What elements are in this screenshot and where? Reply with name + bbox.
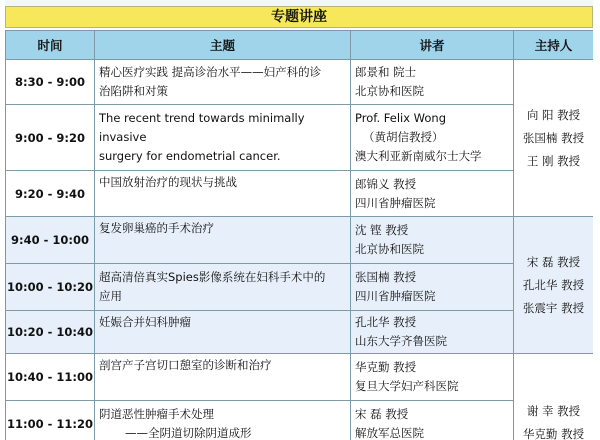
- session-time: 9:00 - 9:20: [6, 105, 95, 171]
- topic-line: 复发卵巢癌的手术治疗: [99, 221, 214, 235]
- speaker-affiliation: 复旦大学妇产科医院: [355, 379, 459, 393]
- topic-line: The recent trend towards minimally invasive: [99, 111, 305, 144]
- schedule-table: [5, 30, 593, 440]
- header-row: [6, 31, 594, 60]
- session-speaker: [351, 105, 514, 171]
- speaker-affiliation: 澳大利亚新南威尔士大学: [355, 149, 482, 163]
- speaker-affiliation: 山东大学齐鲁医院: [355, 334, 447, 348]
- speaker-name: 张国楠 教授: [355, 270, 417, 284]
- session-topic: [95, 401, 351, 440]
- session-speaker: [351, 217, 514, 264]
- session-speaker: [351, 354, 514, 401]
- header-host: 主持人: [514, 31, 594, 60]
- speaker-name: 孔北华 教授: [355, 315, 417, 329]
- session-topic: [95, 264, 351, 311]
- section-title: 专题讲座: [5, 6, 593, 28]
- host-name: 张震宇 教授: [522, 300, 585, 315]
- session-time: 10:00 - 10:20: [6, 264, 95, 311]
- speaker-affiliation: 北京协和医院: [355, 84, 424, 98]
- table-row: [6, 171, 594, 217]
- host-name: 王 刚 教授: [526, 153, 581, 168]
- topic-line: ——全阴道切除阴道成形: [125, 425, 252, 440]
- host-name: 宋 磊 教授: [526, 254, 581, 269]
- session-time: 9:20 - 9:40: [6, 171, 95, 217]
- table-row: [6, 354, 594, 401]
- session-topic: [95, 354, 351, 401]
- host-cell: [514, 354, 594, 440]
- table-row: [6, 264, 594, 311]
- topic-line: 中国放射治疗的现状与挑战: [99, 175, 237, 189]
- header-time: 时间: [6, 31, 95, 60]
- topic-line: surgery for endometrial cancer.: [99, 149, 281, 163]
- topic-line: 妊娠合并妇科肿瘤: [99, 315, 191, 329]
- lecture-schedule: [5, 0, 593, 440]
- topic-line: 精心医疗实践 提高诊治水平——妇产科的诊: [99, 65, 322, 79]
- session-time: 11:00 - 11:20: [6, 401, 95, 440]
- host-name: 向 阳 教授: [526, 107, 581, 122]
- session-speaker: [351, 311, 514, 354]
- speaker-affiliation: 北京协和医院: [355, 242, 424, 256]
- speaker-affiliation: 四川省肿瘤医院: [355, 289, 436, 303]
- speaker-name: Prof. Felix Wong: [355, 111, 447, 125]
- speaker-chinese-name: （黄胡信教授）: [363, 130, 444, 144]
- table-row: [6, 60, 594, 105]
- session-time: 8:30 - 9:00: [6, 60, 95, 105]
- table-row: [6, 217, 594, 264]
- session-time: 10:40 - 11:00: [6, 354, 95, 401]
- topic-line: 超高清倍真实Spies影像系统在妇科手术中的: [99, 270, 326, 284]
- header-topic: 主题: [95, 31, 351, 60]
- table-row: [6, 311, 594, 354]
- topic-line: 剖宫产子宫切口憩室的诊断和治疗: [99, 358, 272, 372]
- speaker-name: 沈 铿 教授: [355, 223, 409, 237]
- header-speaker: 讲者: [351, 31, 514, 60]
- speaker-name: 郎锦义 教授: [355, 176, 417, 191]
- session-speaker: [351, 171, 514, 217]
- table-row: [6, 105, 594, 171]
- session-topic: [95, 171, 351, 217]
- session-time: 9:40 - 10:00: [6, 217, 95, 264]
- session-topic: [95, 217, 351, 264]
- host-cell: [514, 60, 594, 217]
- speaker-name: 华克勤 教授: [355, 360, 417, 374]
- session-topic: [95, 105, 351, 171]
- host-name: 孔北华 教授: [522, 277, 585, 292]
- speaker-affiliation: 解放军总医院: [355, 425, 424, 440]
- session-speaker: [351, 264, 514, 311]
- host-name: 谢 幸 教授: [526, 404, 581, 418]
- host-name: 华克勤 教授: [522, 427, 585, 440]
- session-topic: [95, 311, 351, 354]
- session-time: 10:20 - 10:40: [6, 311, 95, 354]
- host-name: 张国楠 教授: [522, 130, 585, 145]
- table-row: [6, 401, 594, 440]
- session-speaker: [351, 401, 514, 440]
- speaker-name: 宋 磊 教授: [355, 406, 409, 421]
- topic-line: 应用: [99, 289, 122, 303]
- session-speaker: [351, 60, 514, 105]
- host-cell: [514, 217, 594, 354]
- session-topic: [95, 60, 351, 105]
- speaker-name: 郎景和 院士: [355, 65, 417, 79]
- speaker-affiliation: 四川省肿瘤医院: [355, 195, 436, 210]
- topic-line: 阴道恶性肿瘤手术处理: [99, 406, 214, 421]
- topic-line: 治陷阱和对策: [99, 84, 168, 98]
